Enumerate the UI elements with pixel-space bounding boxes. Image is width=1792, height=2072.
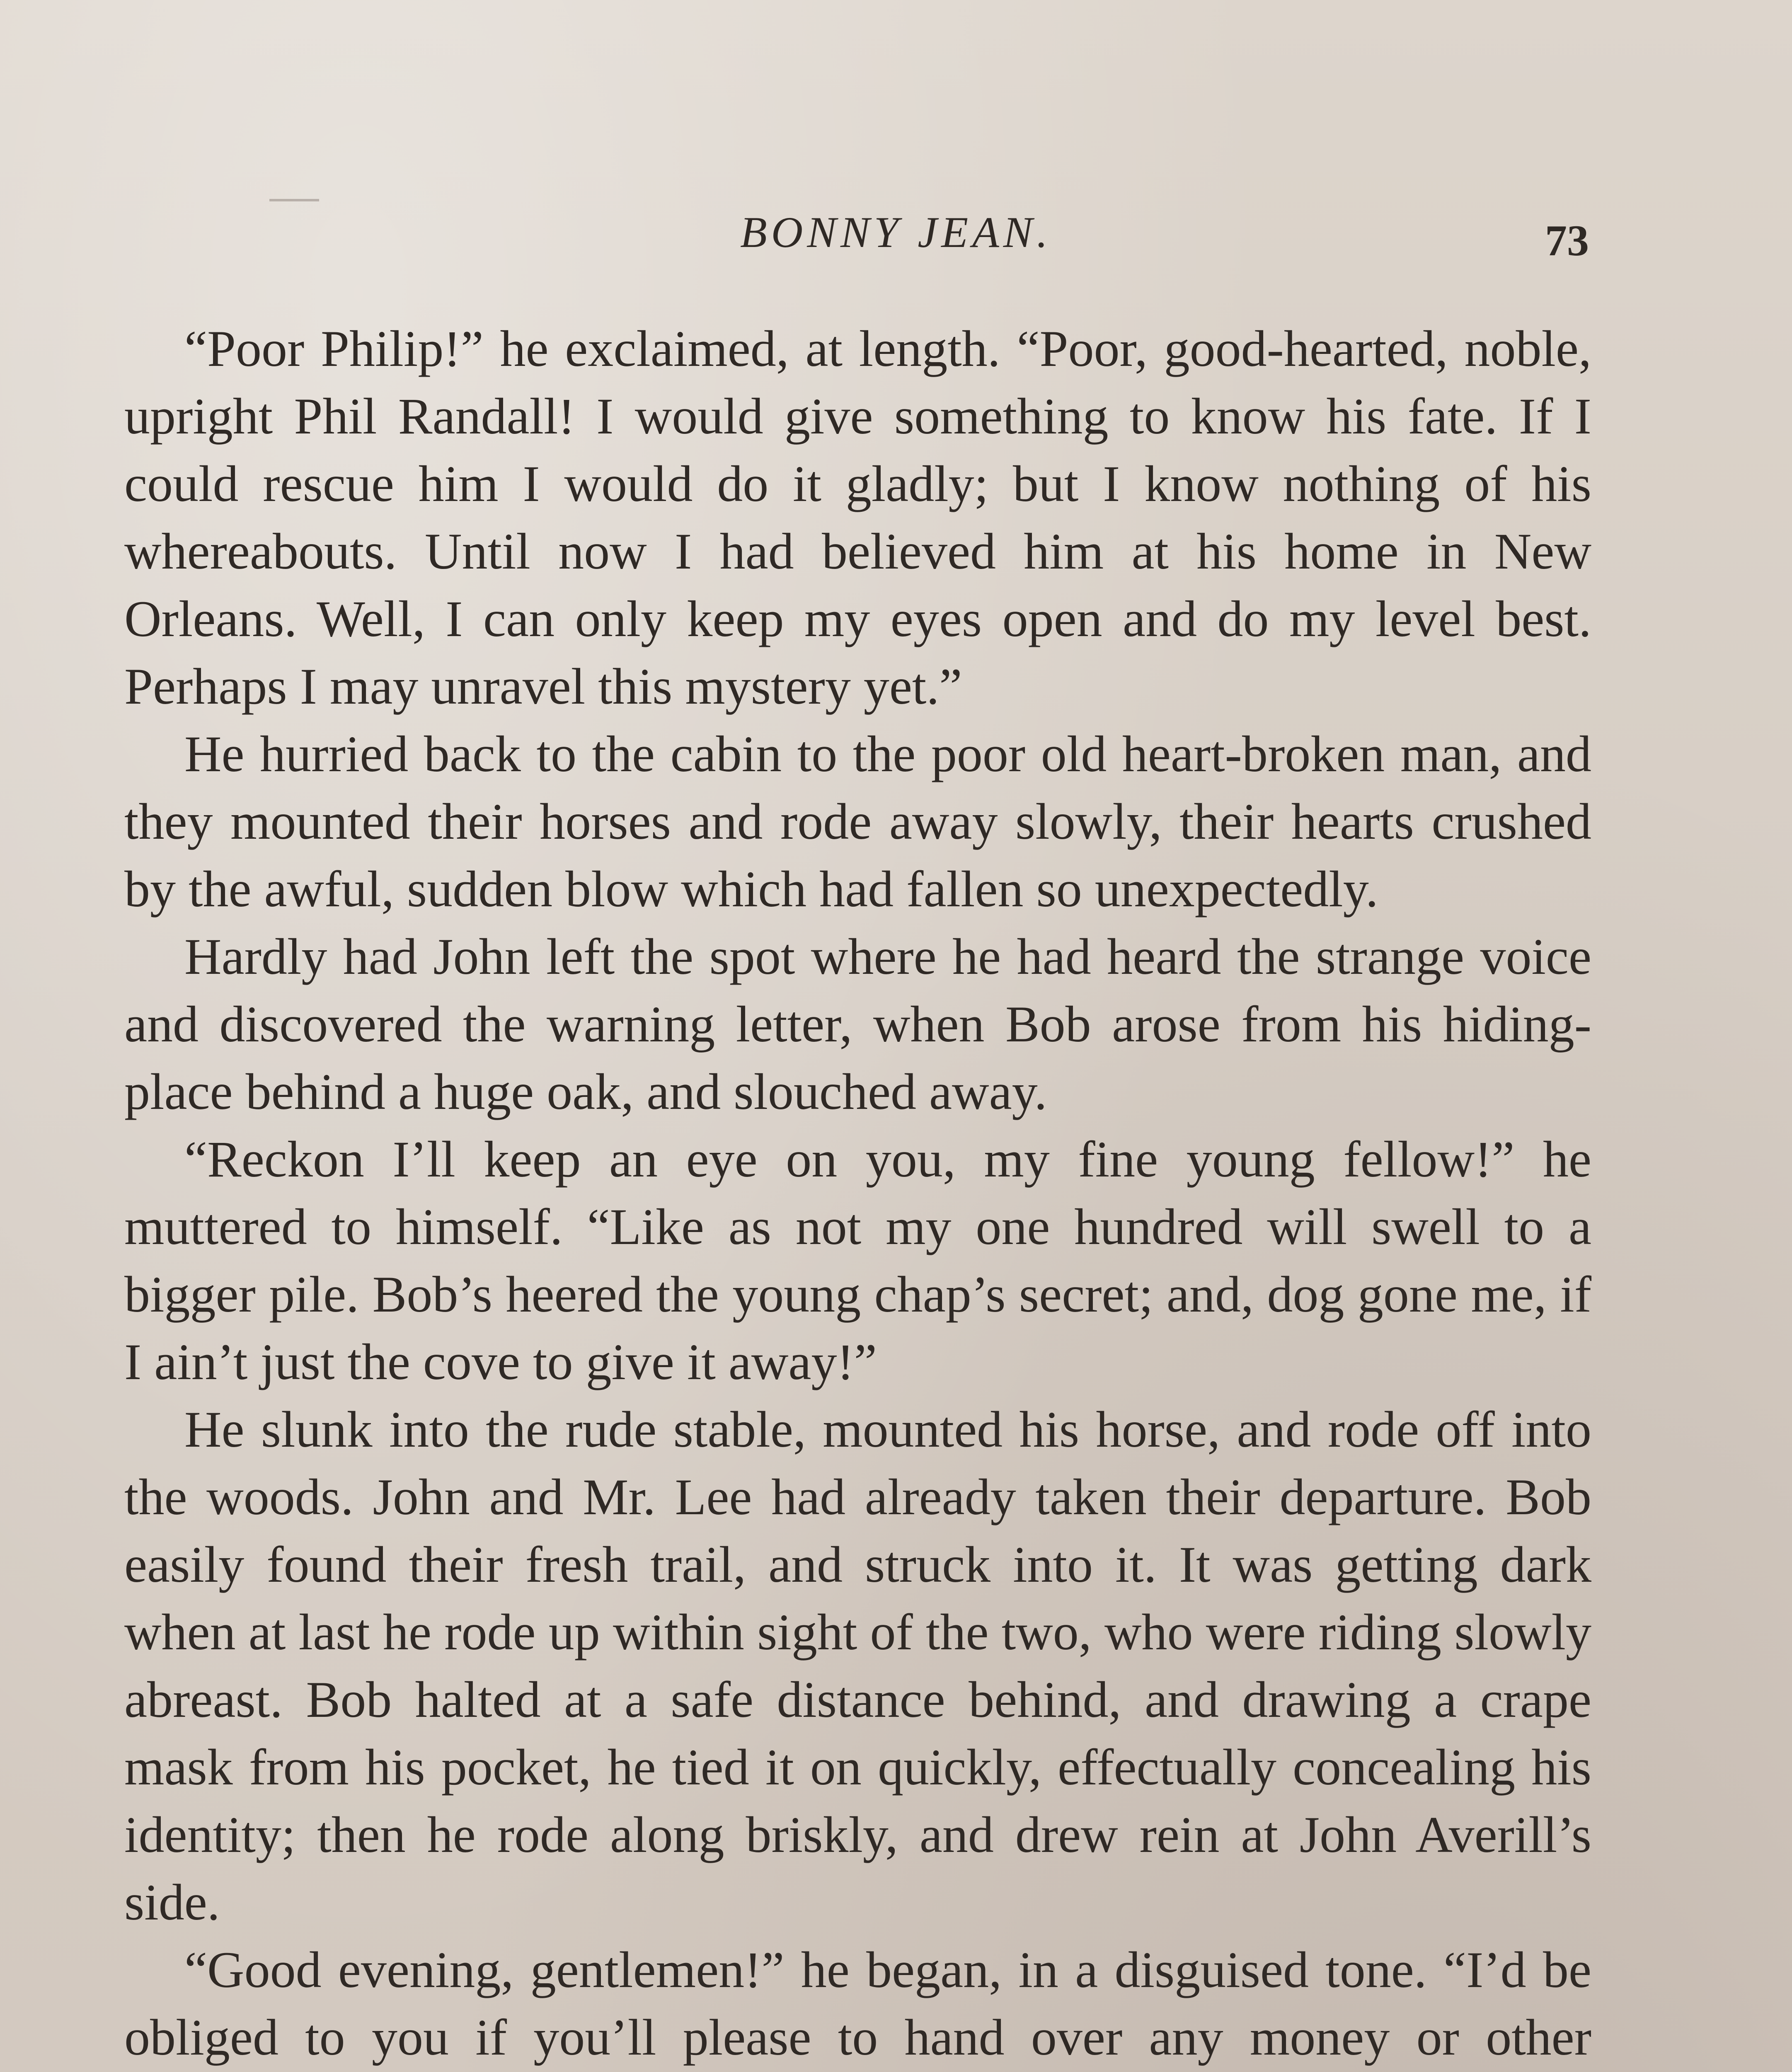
running-title: BONNY JEAN. [740,208,1052,257]
paragraph-6: “Good evening, gentlemen!” he began, in a disguised tone. “I’d be obliged to you if you’ll please to hand over any money or other [124,1941,1591,2066]
paragraph-2: He hurried back to the cabin to the poor old heart-broken man, and they mounted their horses and rode away slowly, their hearts crushed by the awful, sudden blow which had fallen so unexpectedly. [124,726,1591,917]
paragraph-3: Hardly had John left the spot where he had heard the strange voice and discovered the warning letter, when Bob arose from his hiding-place behind a huge oak, and slouched away. [124,928,1591,1120]
print-mark [269,199,319,201]
paragraph-1: “Poor Philip!” he exclaimed, at length. “Poor, good-hearted, noble, upright Phil Randall! I would give something to know his fate. If I could rescue him I would do it gladly; but I know nothing of his whereabouts. Until now I had believed him at his home in New Orleans. Well, I can only keep my eyes open and do my level best. Perhaps I may unravel this mystery yet.” [124,320,1591,715]
paragraph-4: “Reckon I’ll keep an eye on you, my fine young fellow!” he muttered to himself. “Like as not my one hundred will swell to a bigger pile. Bob’s heered the young chap’s secret; and, dog gone me, if I ain’t just the cove to give it away!” [124,1131,1591,1390]
paragraph-5: He slunk into the rude stable, mounted his horse, and rode off into the woods. John and Mr. Lee had already taken their departure. Bob easily found their fresh trail, and struck into it. It was getting dark when at last he rode up within sight of the two, who were riding slowly abreast. Bob halted at a safe distance behind, and drawing a crape mask from his pocket, he tied it on quickly, effectually concealing his identity; then he rode along briskly, and drew rein at John Averill’s side. [124,1401,1591,1931]
page-number: 73 [1545,216,1589,265]
body-text [124,315,1591,2072]
